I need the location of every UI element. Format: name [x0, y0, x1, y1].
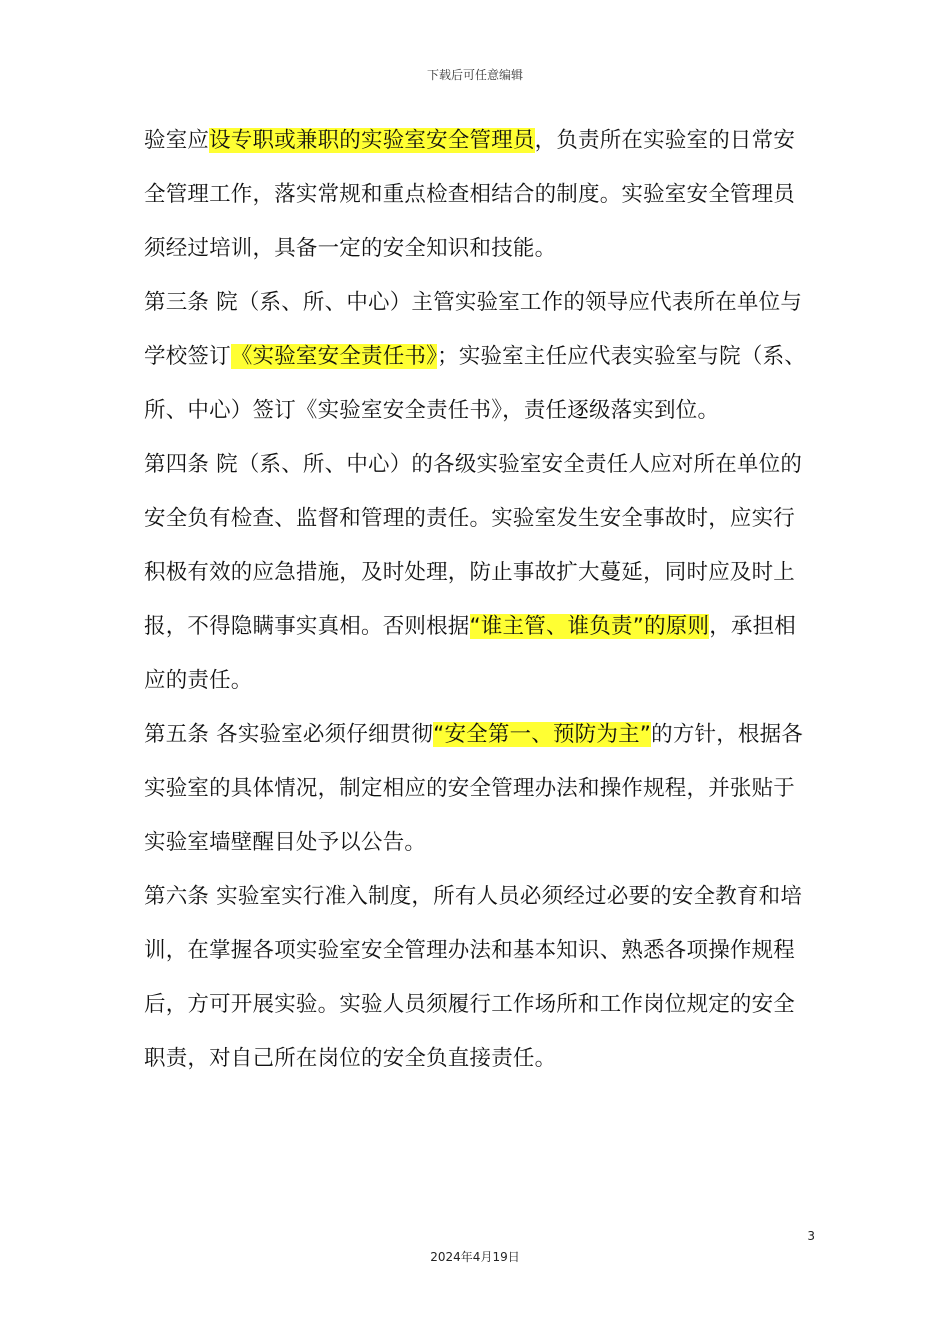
text-run: 第三条 院（系、所、中心）主管实验室工作的领导应代表所在单位与学校签订: [144, 290, 803, 369]
text-run: 验室应: [144, 128, 210, 153]
text-run: 第四条 院（系、所、中心）的各级实验室安全责任人应对所在单位的安全负有检查、监督和管理的责任。实验室发生安全事故时，应实行积极有效的应急措施，及时处理，防止事故扩大蔓延，同时应及时上报，不得隐瞒事实真相。否则根据: [144, 452, 803, 639]
paragraph-article-6: [144, 870, 809, 1086]
paragraph-article-4: [144, 438, 809, 708]
page-number: 3: [807, 1229, 815, 1243]
text-run: ，负责所在实验室的日常安全管理工作，落实常规和重点检查相结合的制度。实验室安全管理员须经过培训，具备一定的安全知识和技能。: [144, 128, 796, 261]
text-run: ，承担相应的责任。: [144, 614, 797, 693]
paragraph-article-3: [144, 276, 809, 438]
text-run: 第六条 实验室实行准入制度，所有人员必须经过必要的安全教育和培训，在掌握各项实验室安全管理办法和基本知识、熟悉各项操作规程后，方可开展实验。实验人员须履行工作场所和工作岗位规定的安全职责，对自己所在岗位的安全负直接责任。: [144, 884, 803, 1071]
page-header: 下载后可任意编辑: [426, 68, 523, 82]
highlighted-text: “安全第一、预防为主”: [433, 722, 652, 747]
highlighted-text: 《实验室安全责任书》: [230, 344, 438, 369]
text-run: 的方针，根据各实验室的具体情况，制定相应的安全管理办法和操作规程，并张贴于实验室墙壁醒目处予以公告。: [144, 722, 804, 855]
paragraph-intro: [144, 114, 809, 276]
text-run: 第五条 各实验室必须仔细贯彻: [144, 722, 434, 747]
footer-date: 2024年4月19日: [430, 1250, 520, 1264]
highlighted-text: 设专职或兼职的实验室安全管理员: [209, 128, 535, 153]
text-run: ；实验室主任应代表实验室与院（系、所、中心）签订《实验室安全责任书》，责任逐级落实到位。: [144, 344, 806, 423]
paragraph-article-5: [144, 708, 809, 870]
document-body: [144, 114, 809, 1086]
highlighted-text: “谁主管、谁负责”的原则: [469, 614, 710, 639]
